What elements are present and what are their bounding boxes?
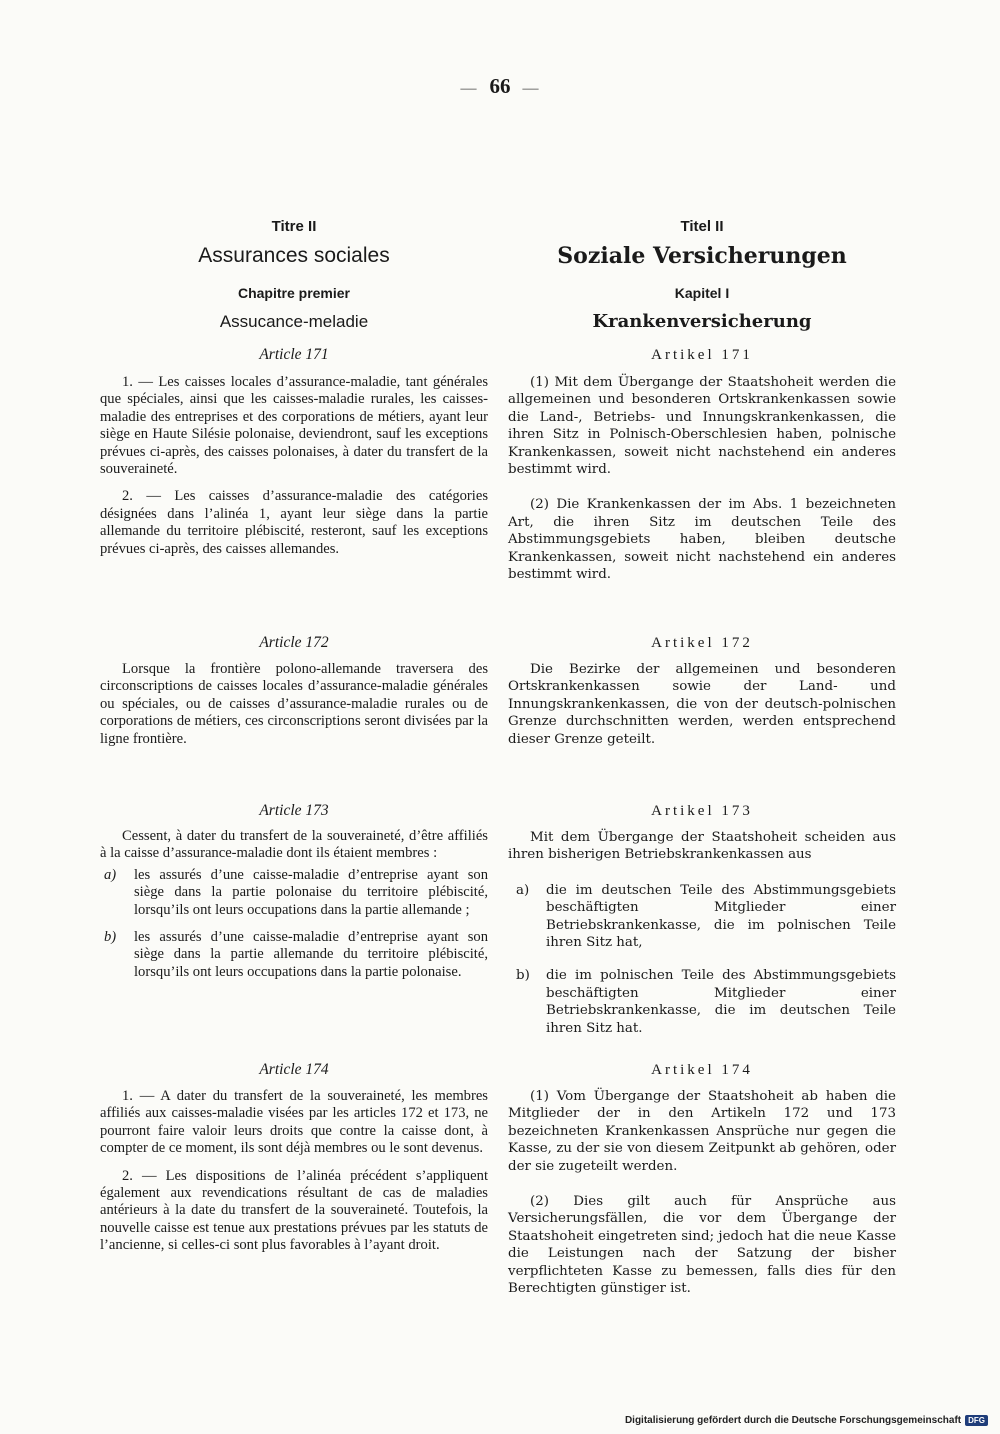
fr-article-173 — [100, 828, 488, 981]
list-text: die im deutschen Teile des Abstimmungsgebiets beschäftigten Mitglieder einer Betriebskrankenkasse, die im polnischen Teile ihren Sitz hat, — [546, 882, 896, 951]
list-label: b) — [104, 929, 117, 946]
footer-credit-text: Digitalisierung gefördert durch die Deutsche Forschungsgemeinschaft — [624, 1415, 962, 1426]
fr-article-172-title: Article 172 — [259, 634, 329, 651]
paragraph: (2) Die Krankenkassen der im Abs. 1 bezeichneten Art, die ihren Sitz im deutschen Teile des Abstimmungsgebiets haben, bleiben deutsche Krankenkassen, soweit nicht nachstehend ein anderes bestimmt wird. — [508, 497, 896, 583]
list-text: les assurés d’une caisse-maladie d’entreprise ayant son siège dans la partie polonaise du territoire plébiscité, lorsqu’ils ont leurs occupations dans la partie allemande ; — [134, 866, 488, 918]
fr-heading: Assurances sociales — [198, 244, 390, 267]
paragraph: Die Bezirke der allgemeinen und besonderen Ortskrankenkassen sowie der Land- und Innungskrankenkassen, die von der deutsch-polnischen Grenze durchschnitten werden, werden entsprechend dieser Grenze geteilt. — [508, 662, 896, 747]
fr-article-171-title: Article 171 — [259, 346, 329, 363]
fr-article-171 — [100, 374, 488, 558]
de-article-172 — [508, 661, 896, 748]
paragraph: 1. — Les caisses locales d’assurance-maladie, tant générales que spéciales, ainsi que les caisses-maladie rurales, les caisses-maladie des entreprises et des corporations de métiers, ayant leur siège en Haute Silésie polonaise, deviendront, sauf les exceptions prévues ci-après, des caisses polonaises, à dater du transfert de la souveraineté. — [100, 374, 488, 478]
list-item — [508, 882, 896, 952]
page-number — [0, 74, 1000, 99]
list-label: a) — [104, 866, 117, 883]
paragraph: 2. — Les dispositions de l’alinéa précédent s’appliquent également aux revendications résultant de cas de maladies antérieurs à la date du transfert de la souveraineté. Toutefois, la nouvelle caisse est tenue aux prestations prévues par les statuts de l’ancienne, si celles-ci sont plus favorables à l’ayant droit. — [100, 1167, 488, 1254]
list-item — [100, 929, 488, 981]
paragraph: (2) Dies gilt auch für Ansprüche aus Versicherungsfällen, die vor dem Übergange der Staatshoheit eingetreten sind; jedoch hat die neue Kasse die Leistungen nach der Satzung der bisher verpflichteten Kasse zu bemessen, falls dies für den Berechtigten günstiger ist. — [508, 1194, 896, 1297]
footer-credit — [625, 1415, 988, 1426]
paragraph: 2. — Les caisses d’assurance-maladie des catégories désignées dans l’alinéa 1, ayant leur siège dans la partie allemande du territoire plébiscité, resteront, sauf les exceptions prévues ci-après, des caisses allemandes. — [100, 488, 488, 557]
fr-article-172 — [100, 661, 488, 748]
page-number-value: 66 — [489, 74, 511, 98]
list-text: die im polnischen Teile des Abstimmungsgebiets beschäftigten Mitglieder einer Betriebskrankenkasse, die im deutschen Teile ihren Sitz hat. — [546, 968, 896, 1036]
de-article-173-title: Artikel 173 — [651, 803, 753, 819]
dfg-logo: DFG — [965, 1415, 988, 1426]
de-titel: Titel II — [680, 218, 724, 235]
list-label: a) — [516, 882, 530, 898]
de-article-172-title: Artikel 172 — [651, 635, 753, 651]
dash-left: — — [460, 80, 478, 97]
list-item — [100, 867, 488, 919]
list-label: b) — [516, 968, 530, 984]
de-subheading: Krankenversicherung — [592, 311, 812, 332]
fr-chapitre: Chapitre premier — [237, 285, 351, 301]
de-kapitel: Kapitel I — [674, 285, 730, 301]
paragraph: Lorsque la frontière polono-allemande traversera des circonscriptions de caisses locales d’assurance-maladie générales ou spéciales, ou de caisses d’assurance-maladie rurales ou de corporations de métiers, ces circonscriptions seront divisées par la ligne frontière. — [100, 661, 488, 747]
de-heading: Soziale Versicherungen — [557, 243, 847, 269]
fr-titre: Titre II — [271, 218, 317, 235]
de-article-174-title: Artikel 174 — [651, 1062, 753, 1078]
de-article-173 — [508, 829, 896, 1037]
fr-article-174 — [100, 1088, 488, 1255]
dash-right: — — [522, 80, 540, 97]
de-article-174 — [508, 1088, 896, 1297]
list-text: les assurés d’une caisse-maladie d’entreprise ayant son siège dans la partie allemande du territoire plébiscité, lorsqu’ils ont leurs occupations dans la partie polonaise. — [134, 929, 488, 980]
fr-article-174-title: Article 174 — [259, 1061, 329, 1078]
paragraph: Mit dem Übergange der Staatshoheit scheiden aus ihren bisherigen Betriebskrankenkassen aus — [508, 830, 896, 863]
paragraph: (1) Mit dem Übergange der Staatshoheit werden die allgemeinen und besonderen Ortskrankenkassen sowie die Land-, Betriebs- und Innungskrankenkassen, die ihren Sitz in Polnisch-Oberschlesien haben, polnische Krankenkassen, soweit nicht nachstehend ein anderes bestimmt wird. — [508, 375, 896, 478]
paragraph: 1. — A dater du transfert de la souveraineté, les membres affiliés aux caisses-maladie visées par les articles 172 et 173, ne pourront faire valoir leurs droits que contre la caisse dont, à compter de ce moment, ils sont déjà membres ou le sont devenus. — [100, 1088, 488, 1157]
paragraph: (1) Vom Übergange der Staatshoheit ab haben die Mitglieder der in den Artikeln 172 und 173 bezeichneten Krankenkassen Ansprüche nur gegen die Kasse, zu der sie von diesem Zeitpunkt ab gehören, oder der sie zugeteilt werden. — [508, 1089, 896, 1174]
de-article-171-title: Artikel 171 — [651, 347, 753, 363]
fr-article-173-title: Article 173 — [259, 802, 329, 819]
fr-subheading: Assucance-meladie — [219, 312, 369, 331]
paragraph: Cessent, à dater du transfert de la souveraineté, d’être affiliés à la caisse d’assurance-maladie dont ils étaient membres : — [100, 828, 488, 862]
de-article-171 — [508, 374, 896, 583]
list-item — [508, 967, 896, 1037]
